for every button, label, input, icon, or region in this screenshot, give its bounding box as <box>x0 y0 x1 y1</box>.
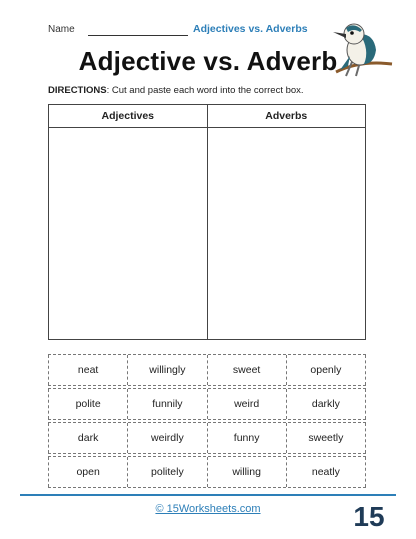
sorting-table-body <box>49 128 365 340</box>
word-row <box>48 422 366 454</box>
worksheet-title: Adjective vs. Adverb <box>78 46 338 76</box>
word-card[interactable]: neat <box>48 355 128 385</box>
directions-label: DIRECTIONS <box>48 85 107 96</box>
word-row <box>48 388 366 420</box>
word-card[interactable]: polite <box>48 389 128 419</box>
adverbs-box[interactable] <box>208 128 366 340</box>
word-row <box>48 456 366 488</box>
directions <box>48 85 304 96</box>
word-bank <box>48 354 366 490</box>
word-card[interactable]: openly <box>287 355 366 385</box>
adverbs-column-header: Adverbs <box>265 110 308 122</box>
word-card[interactable]: weird <box>208 389 287 419</box>
word-card[interactable]: dark <box>48 423 128 453</box>
directions-text: : Cut and paste each word into the correct box. <box>106 85 304 96</box>
word-card[interactable]: willing <box>208 457 287 487</box>
word-card[interactable]: sweetly <box>287 423 366 453</box>
word-card[interactable]: politely <box>128 457 207 487</box>
name-label: Name <box>48 24 75 35</box>
word-card[interactable]: weirdly <box>128 423 207 453</box>
adjectives-box[interactable] <box>49 128 208 340</box>
word-card[interactable]: willingly <box>128 355 207 385</box>
word-card[interactable]: funnily <box>128 389 207 419</box>
sorting-table <box>48 104 366 340</box>
adjectives-column-header: Adjectives <box>49 105 208 127</box>
copyright-link[interactable]: © 15Worksheets.com <box>155 503 261 515</box>
15worksheets-logo <box>352 496 386 536</box>
word-card[interactable]: funny <box>208 423 287 453</box>
worksheet-subtitle: Adjectives vs. Adverbs <box>193 23 308 35</box>
kingfisher-bird-icon <box>330 20 394 78</box>
logo-text: 15 <box>353 501 385 532</box>
word-card[interactable]: sweet <box>208 355 287 385</box>
footer-divider <box>20 494 396 496</box>
word-card[interactable]: neatly <box>287 457 366 487</box>
sorting-table-header <box>49 105 365 128</box>
word-card[interactable]: darkly <box>287 389 366 419</box>
word-card[interactable]: open <box>48 457 128 487</box>
name-line <box>88 35 188 36</box>
word-row <box>48 354 366 386</box>
